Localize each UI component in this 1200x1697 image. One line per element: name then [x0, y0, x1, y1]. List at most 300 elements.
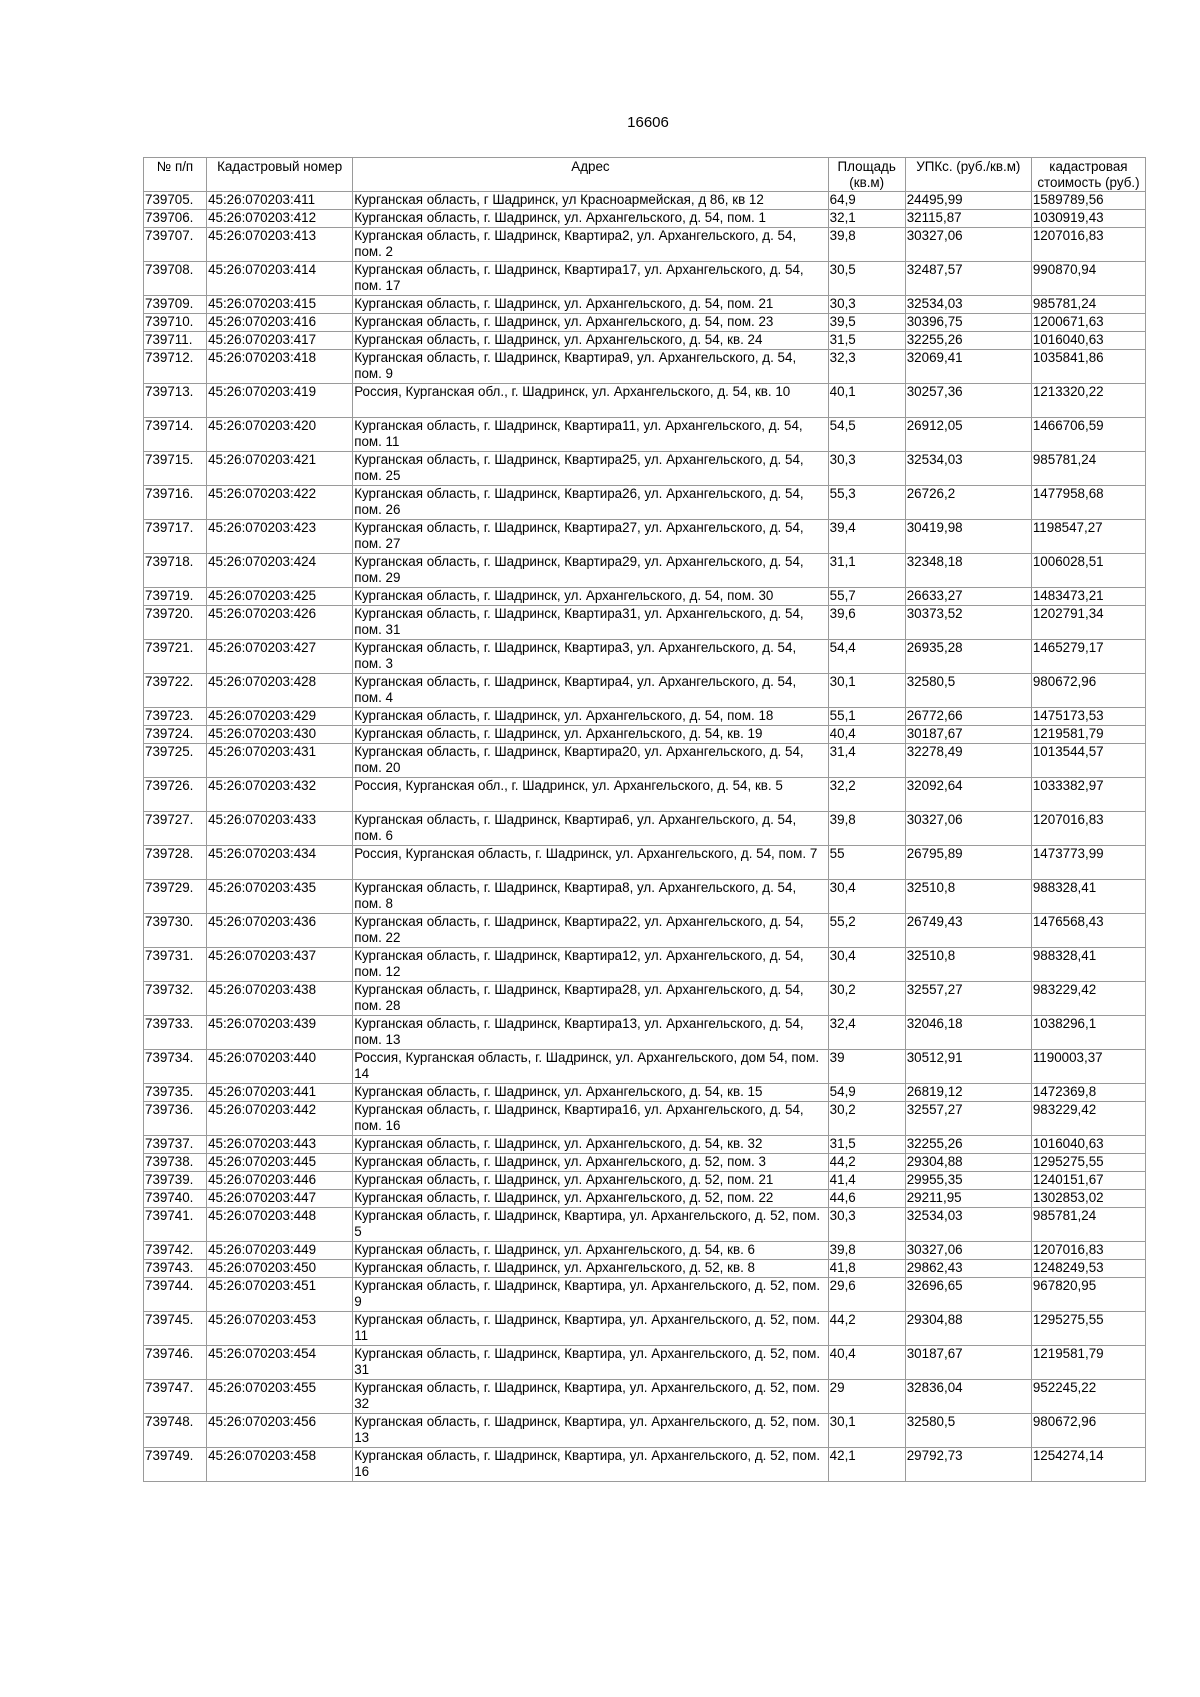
- cell-cadastral-cost: 1006028,51: [1031, 554, 1145, 588]
- cell-area: 64,9: [828, 192, 905, 210]
- cell-row-number: 739708.: [144, 262, 207, 296]
- table-row: [144, 1136, 1146, 1154]
- cell-upks: 32092,64: [905, 778, 1031, 812]
- cell-address: Курганская область, г. Шадринск, Квартира, ул. Архангельского, д. 52, пом. 5: [353, 1208, 828, 1242]
- cell-cadastral-cost: 1240151,67: [1031, 1172, 1145, 1190]
- cell-cadastral-cost: 1038296,1: [1031, 1016, 1145, 1050]
- table-row: [144, 210, 1146, 228]
- cell-area: 30,3: [828, 296, 905, 314]
- cell-cadastral-number: 45:26:070203:456: [207, 1414, 353, 1448]
- cell-cadastral-number: 45:26:070203:424: [207, 554, 353, 588]
- cell-upks: 32580,5: [905, 1414, 1031, 1448]
- cell-row-number: 739710.: [144, 314, 207, 332]
- table-header-row: [144, 158, 1146, 192]
- cell-upks: 30257,36: [905, 384, 1031, 418]
- cell-cadastral-number: 45:26:070203:442: [207, 1102, 353, 1136]
- cell-address: Россия, Курганская обл., г. Шадринск, ул. Архангельского, д. 54, кв. 5: [353, 778, 828, 812]
- cell-row-number: 739735.: [144, 1084, 207, 1102]
- cell-address: Курганская область, г. Шадринск, Квартира, ул. Архангельского, д. 52, пом. 11: [353, 1312, 828, 1346]
- table-row: [144, 674, 1146, 708]
- cell-cadastral-number: 45:26:070203:431: [207, 744, 353, 778]
- table-row: [144, 1016, 1146, 1050]
- cell-address: Курганская область, г. Шадринск, ул. Архангельского, д. 54, пом. 1: [353, 210, 828, 228]
- cell-cadastral-number: 45:26:070203:417: [207, 332, 353, 350]
- cell-upks: 29304,88: [905, 1312, 1031, 1346]
- cell-area: 39,8: [828, 228, 905, 262]
- cell-address: Курганская область, г. Шадринск, ул. Архангельского, д. 54, кв. 19: [353, 726, 828, 744]
- cell-address: Курганская область, г. Шадринск, Квартира27, ул. Архангельского, д. 54, пом. 27: [353, 520, 828, 554]
- cell-cadastral-number: 45:26:070203:434: [207, 846, 353, 880]
- header-cadastral-number: Кадастровый номер: [207, 158, 353, 192]
- cell-area: 40,4: [828, 726, 905, 744]
- table-row: [144, 192, 1146, 210]
- page-number: 16606: [627, 114, 669, 131]
- cell-upks: 32580,5: [905, 674, 1031, 708]
- cell-area: 54,4: [828, 640, 905, 674]
- cell-area: 54,9: [828, 1084, 905, 1102]
- table-row: [144, 1102, 1146, 1136]
- cell-cadastral-number: 45:26:070203:449: [207, 1242, 353, 1260]
- cell-row-number: 739741.: [144, 1208, 207, 1242]
- cell-address: Курганская область, г. Шадринск, Квартира13, ул. Архангельского, д. 54, пом. 13: [353, 1016, 828, 1050]
- cell-row-number: 739719.: [144, 588, 207, 606]
- cell-upks: 32534,03: [905, 452, 1031, 486]
- table-row: [144, 1278, 1146, 1312]
- cell-cadastral-number: 45:26:070203:454: [207, 1346, 353, 1380]
- cell-cadastral-number: 45:26:070203:422: [207, 486, 353, 520]
- cell-address: Курганская область, г. Шадринск, ул. Архангельского, д. 54, кв. 24: [353, 332, 828, 350]
- cell-area: 40,4: [828, 1346, 905, 1380]
- cell-cadastral-cost: 985781,24: [1031, 1208, 1145, 1242]
- cell-address: Курганская область, г. Шадринск, Квартира9, ул. Архангельского, д. 54, пом. 9: [353, 350, 828, 384]
- cell-row-number: 739748.: [144, 1414, 207, 1448]
- cell-upks: 26795,89: [905, 846, 1031, 880]
- cell-address: Курганская область, г. Шадринск, ул. Архангельского, д. 54, пом. 18: [353, 708, 828, 726]
- cell-row-number: 739713.: [144, 384, 207, 418]
- cell-row-number: 739711.: [144, 332, 207, 350]
- cell-area: 39,6: [828, 606, 905, 640]
- cell-cadastral-number: 45:26:070203:412: [207, 210, 353, 228]
- cell-row-number: 739715.: [144, 452, 207, 486]
- cell-area: 32,3: [828, 350, 905, 384]
- cell-area: 30,4: [828, 880, 905, 914]
- cell-upks: 26749,43: [905, 914, 1031, 948]
- table-row: [144, 1208, 1146, 1242]
- cell-cadastral-cost: 988328,41: [1031, 948, 1145, 982]
- cell-address: Россия, Курганская область, г. Шадринск, ул. Архангельского, д. 54, пом. 7: [353, 846, 828, 880]
- cell-area: 30,2: [828, 982, 905, 1016]
- cell-row-number: 739743.: [144, 1260, 207, 1278]
- table-row: [144, 1154, 1146, 1172]
- cell-upks: 26633,27: [905, 588, 1031, 606]
- cell-row-number: 739716.: [144, 486, 207, 520]
- table-row: [144, 744, 1146, 778]
- cell-upks: 32046,18: [905, 1016, 1031, 1050]
- cell-upks: 29955,35: [905, 1172, 1031, 1190]
- cell-address: Курганская область, г. Шадринск, Квартира, ул. Архангельского, д. 52, пом. 9: [353, 1278, 828, 1312]
- table-row: [144, 262, 1146, 296]
- cell-cadastral-cost: 1483473,21: [1031, 588, 1145, 606]
- cell-row-number: 739739.: [144, 1172, 207, 1190]
- cell-address: Курганская область, г. Шадринск, ул. Архангельского, д. 52, пом. 3: [353, 1154, 828, 1172]
- cell-upks: 32557,27: [905, 982, 1031, 1016]
- table-row: [144, 880, 1146, 914]
- cell-upks: 32534,03: [905, 296, 1031, 314]
- cell-cadastral-cost: 1465279,17: [1031, 640, 1145, 674]
- cell-row-number: 739705.: [144, 192, 207, 210]
- table-row: [144, 520, 1146, 554]
- cell-cadastral-number: 45:26:070203:415: [207, 296, 353, 314]
- cell-cadastral-cost: 1475173,53: [1031, 708, 1145, 726]
- table-row: [144, 418, 1146, 452]
- cell-cadastral-cost: 1013544,57: [1031, 744, 1145, 778]
- cell-cadastral-number: 45:26:070203:419: [207, 384, 353, 418]
- table-row: [144, 1448, 1146, 1482]
- cell-area: 30,1: [828, 1414, 905, 1448]
- table-row: [144, 982, 1146, 1016]
- cell-address: Курганская область, г. Шадринск, Квартира16, ул. Архангельского, д. 54, пом. 16: [353, 1102, 828, 1136]
- cell-row-number: 739725.: [144, 744, 207, 778]
- cell-row-number: 739740.: [144, 1190, 207, 1208]
- cell-cadastral-number: 45:26:070203:421: [207, 452, 353, 486]
- table-row: [144, 1084, 1146, 1102]
- table-row: [144, 1312, 1146, 1346]
- cell-upks: 29862,43: [905, 1260, 1031, 1278]
- cell-area: 55,7: [828, 588, 905, 606]
- cell-address: Курганская область, г. Шадринск, Квартира3, ул. Архангельского, д. 54, пом. 3: [353, 640, 828, 674]
- cell-upks: 32836,04: [905, 1380, 1031, 1414]
- cell-cadastral-number: 45:26:070203:436: [207, 914, 353, 948]
- table-row: [144, 1242, 1146, 1260]
- cell-address: Курганская область, г. Шадринск, Квартира6, ул. Архангельского, д. 54, пом. 6: [353, 812, 828, 846]
- cell-area: 31,5: [828, 1136, 905, 1154]
- cell-area: 32,4: [828, 1016, 905, 1050]
- cell-area: 41,4: [828, 1172, 905, 1190]
- table-row: [144, 1346, 1146, 1380]
- cell-cadastral-number: 45:26:070203:414: [207, 262, 353, 296]
- cell-address: Курганская область, г. Шадринск, Квартира20, ул. Архангельского, д. 54, пом. 20: [353, 744, 828, 778]
- cell-upks: 30373,52: [905, 606, 1031, 640]
- cell-area: 32,2: [828, 778, 905, 812]
- cell-cadastral-number: 45:26:070203:432: [207, 778, 353, 812]
- cadastral-table: [143, 157, 1146, 1482]
- cell-upks: 30327,06: [905, 812, 1031, 846]
- cell-cadastral-cost: 985781,24: [1031, 452, 1145, 486]
- cell-area: 29: [828, 1380, 905, 1414]
- cell-address: Курганская область, г. Шадринск, Квартира, ул. Архангельского, д. 52, пом. 31: [353, 1346, 828, 1380]
- cell-row-number: 739724.: [144, 726, 207, 744]
- cell-cadastral-cost: 1016040,63: [1031, 1136, 1145, 1154]
- cell-cadastral-cost: 1473773,99: [1031, 846, 1145, 880]
- cell-area: 31,5: [828, 332, 905, 350]
- cell-address: Россия, Курганская область, г. Шадринск, ул. Архангельского, дом 54, пом. 14: [353, 1050, 828, 1084]
- cell-upks: 32255,26: [905, 1136, 1031, 1154]
- cell-cadastral-cost: 990870,94: [1031, 262, 1145, 296]
- cell-row-number: 739738.: [144, 1154, 207, 1172]
- cell-cadastral-number: 45:26:070203:427: [207, 640, 353, 674]
- header-number: № п/п: [144, 158, 207, 192]
- cell-cadastral-cost: 988328,41: [1031, 880, 1145, 914]
- table-row: [144, 384, 1146, 418]
- cell-cadastral-number: 45:26:070203:448: [207, 1208, 353, 1242]
- cell-address: Курганская область, г. Шадринск, Квартира2, ул. Архангельского, д. 54, пом. 2: [353, 228, 828, 262]
- cell-cadastral-number: 45:26:070203:411: [207, 192, 353, 210]
- cell-cadastral-number: 45:26:070203:450: [207, 1260, 353, 1278]
- cell-area: 31,4: [828, 744, 905, 778]
- cell-cadastral-cost: 1295275,55: [1031, 1154, 1145, 1172]
- cell-cadastral-number: 45:26:070203:455: [207, 1380, 353, 1414]
- cell-cadastral-number: 45:26:070203:418: [207, 350, 353, 384]
- cell-area: 40,1: [828, 384, 905, 418]
- cell-upks: 32069,41: [905, 350, 1031, 384]
- cell-row-number: 739726.: [144, 778, 207, 812]
- table-row: [144, 778, 1146, 812]
- cell-upks: 29211,95: [905, 1190, 1031, 1208]
- cell-upks: 32696,65: [905, 1278, 1031, 1312]
- table-row: [144, 228, 1146, 262]
- cell-upks: 32510,8: [905, 880, 1031, 914]
- cell-cadastral-cost: 983229,42: [1031, 1102, 1145, 1136]
- cell-cadastral-cost: 1033382,97: [1031, 778, 1145, 812]
- table-row: [144, 296, 1146, 314]
- cell-cadastral-cost: 1219581,79: [1031, 1346, 1145, 1380]
- cell-cadastral-number: 45:26:070203:447: [207, 1190, 353, 1208]
- cell-address: Курганская область, г. Шадринск, ул. Архангельского, д. 52, кв. 8: [353, 1260, 828, 1278]
- cell-cadastral-cost: 1589789,56: [1031, 192, 1145, 210]
- cell-address: Курганская область, г. Шадринск, ул. Архангельского, д. 54, пом. 23: [353, 314, 828, 332]
- cell-cadastral-number: 45:26:070203:423: [207, 520, 353, 554]
- cell-row-number: 739737.: [144, 1136, 207, 1154]
- cell-address: Курганская область, г. Шадринск, Квартира31, ул. Архангельского, д. 54, пом. 31: [353, 606, 828, 640]
- cell-upks: 32255,26: [905, 332, 1031, 350]
- cell-cadastral-number: 45:26:070203:430: [207, 726, 353, 744]
- cell-row-number: 739718.: [144, 554, 207, 588]
- cell-cadastral-cost: 967820,95: [1031, 1278, 1145, 1312]
- header-address: Адрес: [353, 158, 828, 192]
- cell-address: Курганская область, г. Шадринск, ул. Архангельского, д. 54, пом. 21: [353, 296, 828, 314]
- cell-cadastral-cost: 1254274,14: [1031, 1448, 1145, 1482]
- cell-row-number: 739747.: [144, 1380, 207, 1414]
- cell-row-number: 739729.: [144, 880, 207, 914]
- cell-cadastral-number: 45:26:070203:441: [207, 1084, 353, 1102]
- cell-upks: 30187,67: [905, 726, 1031, 744]
- cell-cadastral-cost: 1207016,83: [1031, 1242, 1145, 1260]
- cell-area: 30,1: [828, 674, 905, 708]
- cell-row-number: 739744.: [144, 1278, 207, 1312]
- cell-upks: 30327,06: [905, 228, 1031, 262]
- cell-cadastral-number: 45:26:070203:440: [207, 1050, 353, 1084]
- cell-area: 44,2: [828, 1154, 905, 1172]
- cell-address: Курганская область, г. Шадринск, Квартира11, ул. Архангельского, д. 54, пом. 11: [353, 418, 828, 452]
- table-row: [144, 1414, 1146, 1448]
- cell-cadastral-cost: 1295275,55: [1031, 1312, 1145, 1346]
- cell-upks: 30512,91: [905, 1050, 1031, 1084]
- cell-address: Курганская область, г. Шадринск, Квартира29, ул. Архангельского, д. 54, пом. 29: [353, 554, 828, 588]
- cell-cadastral-number: 45:26:070203:445: [207, 1154, 353, 1172]
- cell-area: 31,1: [828, 554, 905, 588]
- cell-cadastral-number: 45:26:070203:429: [207, 708, 353, 726]
- cell-row-number: 739736.: [144, 1102, 207, 1136]
- cell-address: Курганская область, г. Шадринск, ул. Архангельского, д. 52, пом. 22: [353, 1190, 828, 1208]
- cell-row-number: 739730.: [144, 914, 207, 948]
- cell-area: 30,5: [828, 262, 905, 296]
- cell-address: Курганская область, г. Шадринск, Квартира, ул. Архангельского, д. 52, пом. 16: [353, 1448, 828, 1482]
- cell-upks: 26912,05: [905, 418, 1031, 452]
- table-row: [144, 812, 1146, 846]
- cell-address: Курганская область, г. Шадринск, Квартира25, ул. Архангельского, д. 54, пом. 25: [353, 452, 828, 486]
- table-row: [144, 332, 1146, 350]
- cell-cadastral-number: 45:26:070203:433: [207, 812, 353, 846]
- cell-cadastral-number: 45:26:070203:446: [207, 1172, 353, 1190]
- cell-area: 39,4: [828, 520, 905, 554]
- cell-area: 39,5: [828, 314, 905, 332]
- cell-area: 55,1: [828, 708, 905, 726]
- cell-upks: 32557,27: [905, 1102, 1031, 1136]
- cell-cadastral-cost: 980672,96: [1031, 1414, 1145, 1448]
- header-area: Площадь (кв.м): [828, 158, 905, 192]
- cell-cadastral-number: 45:26:070203:458: [207, 1448, 353, 1482]
- cell-row-number: 739733.: [144, 1016, 207, 1050]
- cell-row-number: 739749.: [144, 1448, 207, 1482]
- cell-area: 30,3: [828, 1208, 905, 1242]
- table-row: [144, 314, 1146, 332]
- cell-cadastral-cost: 983229,42: [1031, 982, 1145, 1016]
- cell-upks: 26819,12: [905, 1084, 1031, 1102]
- table-row: [144, 554, 1146, 588]
- cell-area: 30,4: [828, 948, 905, 982]
- cell-row-number: 739712.: [144, 350, 207, 384]
- cell-cadastral-number: 45:26:070203:437: [207, 948, 353, 982]
- cell-upks: 26772,66: [905, 708, 1031, 726]
- cell-row-number: 739723.: [144, 708, 207, 726]
- header-cadastral-cost: кадастровая стоимость (руб.): [1031, 158, 1145, 192]
- cell-address: Курганская область, г. Шадринск, Квартира, ул. Архангельского, д. 52, пом. 13: [353, 1414, 828, 1448]
- cell-cadastral-cost: 1219581,79: [1031, 726, 1145, 744]
- cell-area: 44,6: [828, 1190, 905, 1208]
- cell-address: Курганская область, г. Шадринск, Квартира8, ул. Архангельского, д. 54, пом. 8: [353, 880, 828, 914]
- cell-cadastral-number: 45:26:070203:416: [207, 314, 353, 332]
- cell-row-number: 739720.: [144, 606, 207, 640]
- cell-row-number: 739727.: [144, 812, 207, 846]
- cell-row-number: 739717.: [144, 520, 207, 554]
- cell-upks: 29792,73: [905, 1448, 1031, 1482]
- cell-cadastral-number: 45:26:070203:438: [207, 982, 353, 1016]
- cell-upks: 32534,03: [905, 1208, 1031, 1242]
- cell-row-number: 739732.: [144, 982, 207, 1016]
- cell-address: Курганская область, г. Шадринск, ул. Архангельского, д. 52, пом. 21: [353, 1172, 828, 1190]
- cell-address: Курганская область, г. Шадринск, Квартира4, ул. Архангельского, д. 54, пом. 4: [353, 674, 828, 708]
- table-row: [144, 452, 1146, 486]
- cell-row-number: 739707.: [144, 228, 207, 262]
- cell-upks: 30327,06: [905, 1242, 1031, 1260]
- cell-cadastral-cost: 1202791,34: [1031, 606, 1145, 640]
- cell-cadastral-cost: 1213320,22: [1031, 384, 1145, 418]
- cell-row-number: 739721.: [144, 640, 207, 674]
- cell-upks: 26726,2: [905, 486, 1031, 520]
- cell-area: 42,1: [828, 1448, 905, 1482]
- cell-cadastral-cost: 1016040,63: [1031, 332, 1145, 350]
- cell-upks: 32278,49: [905, 744, 1031, 778]
- cell-row-number: 739728.: [144, 846, 207, 880]
- cell-cadastral-cost: 1207016,83: [1031, 812, 1145, 846]
- cell-address: Курганская область, г. Шадринск, Квартира, ул. Архангельского, д. 52, пом. 32: [353, 1380, 828, 1414]
- cell-cadastral-cost: 1030919,43: [1031, 210, 1145, 228]
- cell-area: 32,1: [828, 210, 905, 228]
- cell-upks: 30396,75: [905, 314, 1031, 332]
- cell-area: 30,2: [828, 1102, 905, 1136]
- cell-area: 41,8: [828, 1260, 905, 1278]
- table-row: [144, 726, 1146, 744]
- cell-area: 44,2: [828, 1312, 905, 1346]
- cell-row-number: 739722.: [144, 674, 207, 708]
- cell-cadastral-cost: 985781,24: [1031, 296, 1145, 314]
- table-row: [144, 606, 1146, 640]
- table-row: [144, 948, 1146, 982]
- cell-address: Курганская область, г. Шадринск, ул. Архангельского, д. 54, кв. 15: [353, 1084, 828, 1102]
- cell-row-number: 739746.: [144, 1346, 207, 1380]
- table-row: [144, 1260, 1146, 1278]
- cell-cadastral-number: 45:26:070203:453: [207, 1312, 353, 1346]
- cell-cadastral-number: 45:26:070203:428: [207, 674, 353, 708]
- cell-cadastral-cost: 1198547,27: [1031, 520, 1145, 554]
- cell-area: 29,6: [828, 1278, 905, 1312]
- cell-address: Курганская область, г. Шадринск, ул. Архангельского, д. 54, кв. 32: [353, 1136, 828, 1154]
- table-row: [144, 1050, 1146, 1084]
- cell-cadastral-cost: 1476568,43: [1031, 914, 1145, 948]
- cell-cadastral-number: 45:26:070203:435: [207, 880, 353, 914]
- cell-row-number: 739706.: [144, 210, 207, 228]
- cell-cadastral-number: 45:26:070203:420: [207, 418, 353, 452]
- cell-cadastral-cost: 1466706,59: [1031, 418, 1145, 452]
- cell-area: 39,8: [828, 1242, 905, 1260]
- table-row: [144, 486, 1146, 520]
- cell-upks: 29304,88: [905, 1154, 1031, 1172]
- cell-upks: 30187,67: [905, 1346, 1031, 1380]
- table-row: [144, 914, 1146, 948]
- table-row: [144, 1172, 1146, 1190]
- cell-area: 54,5: [828, 418, 905, 452]
- cell-cadastral-cost: 1200671,63: [1031, 314, 1145, 332]
- cell-row-number: 739731.: [144, 948, 207, 982]
- cell-cadastral-number: 45:26:070203:439: [207, 1016, 353, 1050]
- cell-upks: 24495,99: [905, 192, 1031, 210]
- table-row: [144, 588, 1146, 606]
- cell-cadastral-cost: 1248249,53: [1031, 1260, 1145, 1278]
- cell-cadastral-number: 45:26:070203:426: [207, 606, 353, 640]
- cell-cadastral-number: 45:26:070203:443: [207, 1136, 353, 1154]
- cell-cadastral-cost: 952245,22: [1031, 1380, 1145, 1414]
- cell-address: Россия, Курганская обл., г. Шадринск, ул. Архангельского, д. 54, кв. 10: [353, 384, 828, 418]
- cell-cadastral-cost: 1035841,86: [1031, 350, 1145, 384]
- cell-area: 39,8: [828, 812, 905, 846]
- cell-row-number: 739745.: [144, 1312, 207, 1346]
- cell-address: Курганская область, г. Шадринск, ул. Архангельского, д. 54, кв. 6: [353, 1242, 828, 1260]
- table-row: [144, 640, 1146, 674]
- cell-address: Курганская область, г. Шадринск, ул. Архангельского, д. 54, пом. 30: [353, 588, 828, 606]
- cell-area: 55,2: [828, 914, 905, 948]
- cell-cadastral-number: 45:26:070203:451: [207, 1278, 353, 1312]
- cell-cadastral-number: 45:26:070203:413: [207, 228, 353, 262]
- cell-address: Курганская область, г Шадринск, ул Красноармейская, д 86, кв 12: [353, 192, 828, 210]
- cell-cadastral-number: 45:26:070203:425: [207, 588, 353, 606]
- cell-cadastral-cost: 1302853,02: [1031, 1190, 1145, 1208]
- cell-upks: 32115,87: [905, 210, 1031, 228]
- header-upks: УПКс. (руб./кв.м): [905, 158, 1031, 192]
- cell-upks: 30419,98: [905, 520, 1031, 554]
- table-row: [144, 1380, 1146, 1414]
- table-row: [144, 708, 1146, 726]
- cell-cadastral-cost: 1477958,68: [1031, 486, 1145, 520]
